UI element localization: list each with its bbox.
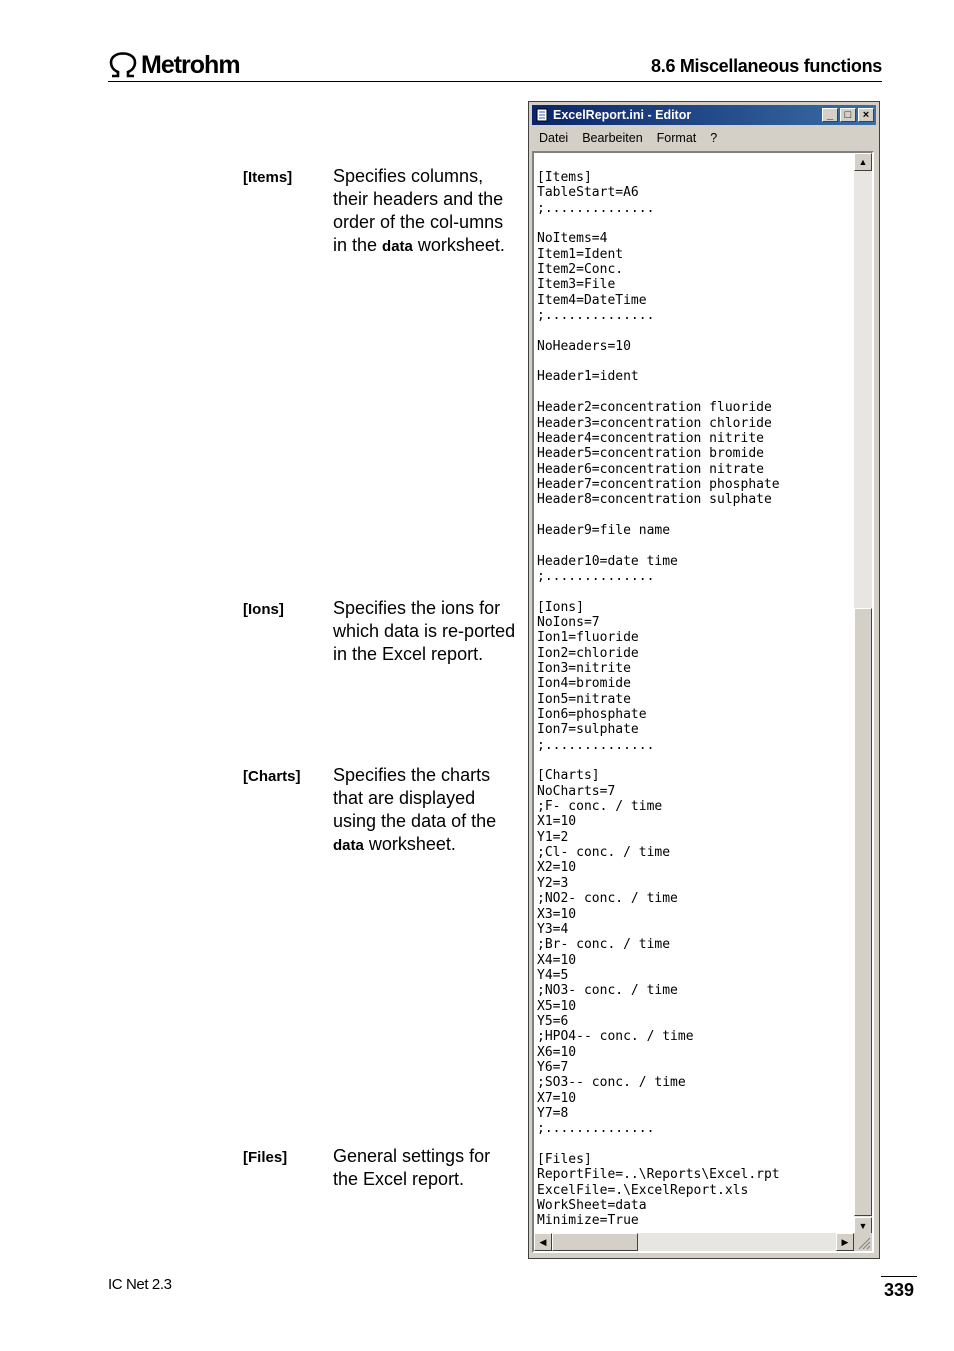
metrohm-logo <box>108 50 240 80</box>
desc-charts: Specifies the charts that are displayed using the data of the data worksheet. <box>333 765 497 854</box>
term-charts: [Charts] <box>243 768 301 785</box>
horizontal-scroll-thumb[interactable] <box>552 1233 638 1251</box>
term-files: [Files] <box>243 1149 288 1166</box>
title-bar[interactable] <box>532 105 876 125</box>
close-button[interactable]: × <box>858 108 874 122</box>
menu-format[interactable]: Format <box>656 131 697 145</box>
desc-items: Specifies columns, their headers and the order of the col-umns in the data worksheet. <box>333 166 505 255</box>
section-title: 8.6 Miscellaneous functions <box>651 56 882 76</box>
logo-text: Metrohm <box>141 51 240 79</box>
product-name: IC Net 2.3 <box>108 1276 172 1293</box>
term-items: [Items] <box>243 169 293 186</box>
horizontal-scrollbar[interactable] <box>534 1233 854 1251</box>
menu-datei[interactable]: Datei <box>539 131 569 145</box>
notepad-icon <box>535 108 549 122</box>
menu-bearbeiten[interactable]: Bearbeiten <box>582 131 643 145</box>
scroll-down-arrow-icon[interactable]: ▼ <box>854 1217 872 1235</box>
desc-files: General settings for the Excel report. <box>333 1146 491 1189</box>
editor-window <box>528 101 880 1259</box>
maximize-button[interactable]: □ <box>840 108 856 122</box>
page-number-rule <box>881 1276 917 1277</box>
scroll-up-arrow-icon[interactable]: ▲ <box>854 153 872 171</box>
window-title: ExcelReport.ini - Editor <box>553 108 692 122</box>
menu-bar <box>532 127 724 149</box>
header-divider <box>108 81 882 82</box>
page-number: 339 <box>883 1280 915 1300</box>
desc-ions: Specifies the ions for which data is re-ported in the Excel report. <box>333 598 516 664</box>
text-area[interactable] <box>532 151 874 1253</box>
vertical-scroll-thumb[interactable] <box>854 608 872 1216</box>
scroll-left-arrow-icon[interactable]: ◀ <box>534 1233 552 1251</box>
omega-icon <box>108 52 138 78</box>
term-ions: [Ions] <box>243 601 284 618</box>
menu-help[interactable]: ? <box>710 131 718 145</box>
minimize-button[interactable]: _ <box>822 108 838 122</box>
ini-content[interactable]: [Items] TableStart=A6 ;.............. NoItems=4 Item1=Ident Item2=Conc. Item3=File Item4=DateTime ;.............. NoHeaders=10 Header1=ident Header2=concentration fluoride Header3=concentration chloride Header4=concentration nitrite Header5=concentration bromide Header6=concentration nitrate Header7=concentration phosphate Header8=concentration sulphate Header9=file name Header10=date time ;.............. [Ions] NoIons=7 Ion1=fluoride Ion2=chloride Ion3=nitrite Ion4=bromide Ion5=nitrate Ion6=phosphate Ion7=sulphate ;.............. [Charts] NoCharts=7 ;F- conc. / time X1=10 Y1=2 ;Cl- conc. / time X2=10 Y2=3 ;NO2- conc. / time X3=10 Y3=4 ;Br- conc. / time X4=10 Y4=5 ;NO3- conc. / time X5=10 Y5=6 ;HPO4-- conc. / time X6=10 Y6=7 ;SO3-- conc. / time X7=10 Y7=8 ;.............. [Files] ReportFile=..\Reports\Excel.rpt ExcelFile=.\ExcelReport.xls WorkSheet=data Minimize=True <box>537 170 780 1229</box>
vertical-scrollbar[interactable] <box>854 153 872 1235</box>
resize-grip-icon[interactable] <box>854 1233 872 1251</box>
scroll-right-arrow-icon[interactable]: ▶ <box>836 1233 854 1251</box>
